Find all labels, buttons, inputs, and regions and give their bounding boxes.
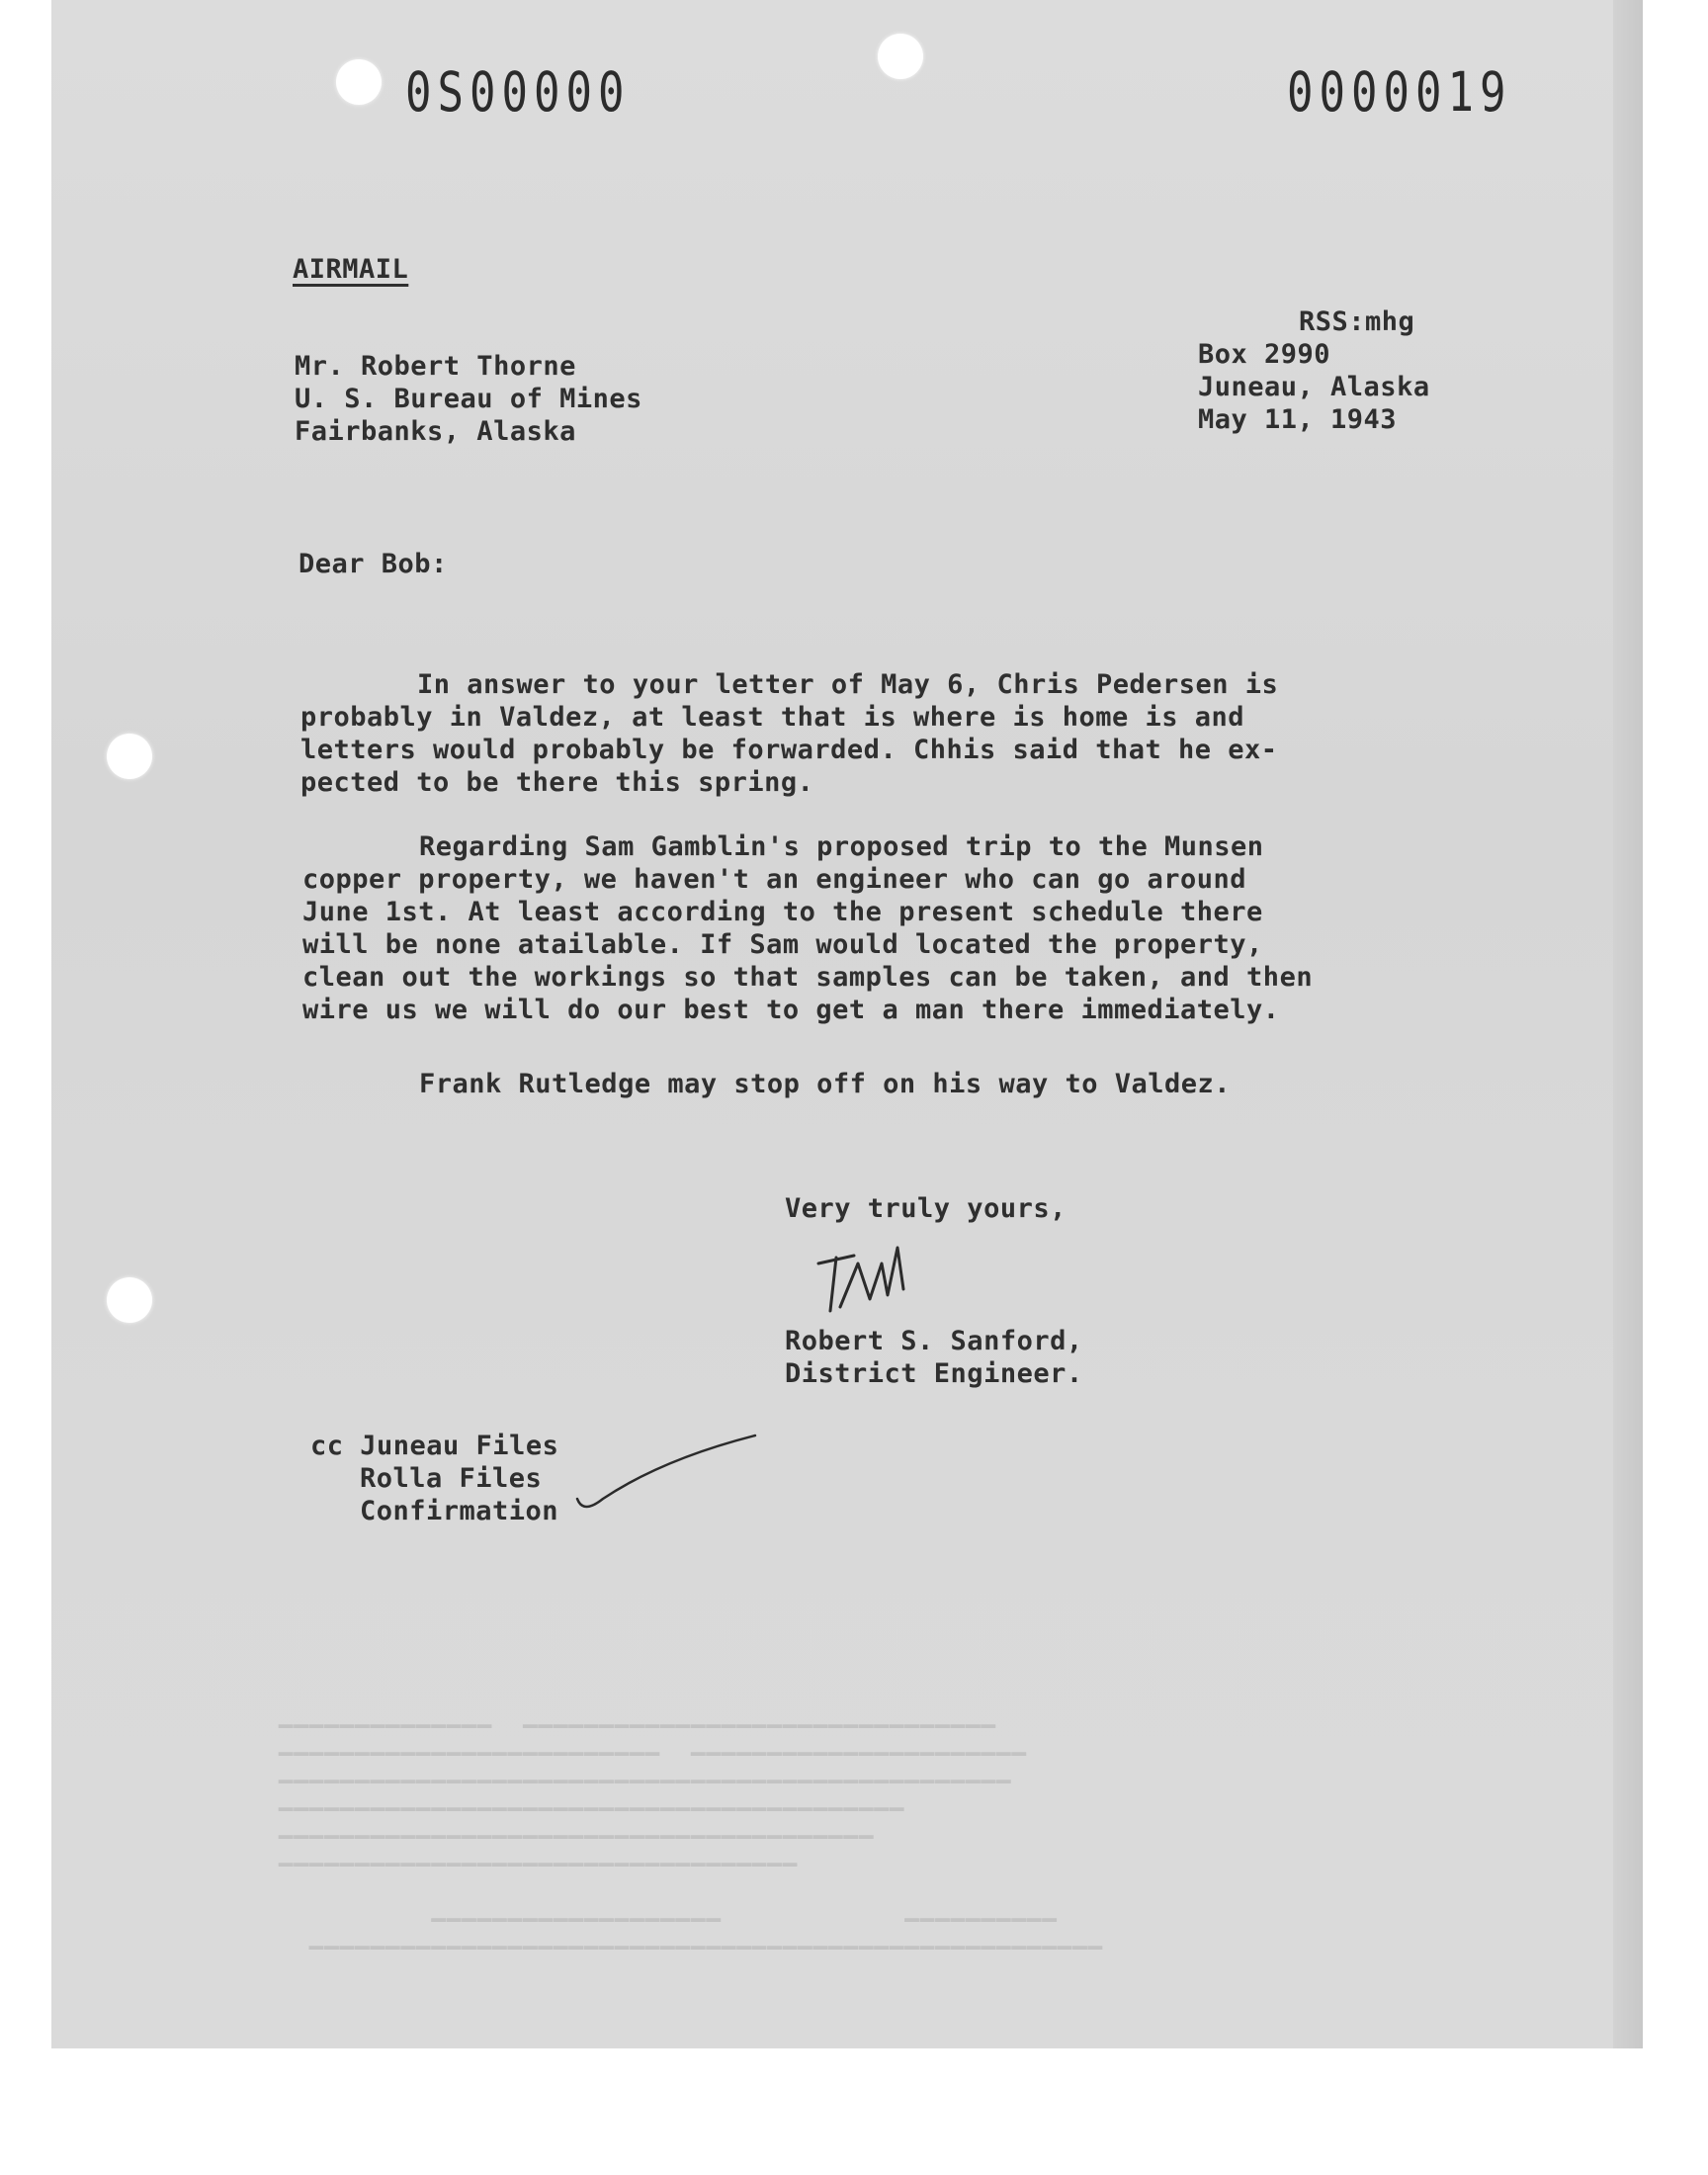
paragraph-1-line: letters would probably be forwarded. Chhis said that he ex-	[300, 735, 1278, 765]
punch-hole-left-lower	[107, 1277, 152, 1323]
check-mark	[573, 1430, 761, 1519]
body-paragraph-2	[302, 830, 1313, 1026]
paragraph-2-line: Regarding Sam Gamblin's proposed trip to the Munsen	[419, 831, 1264, 862]
scanned-letter-page	[51, 0, 1643, 2048]
punch-hole-left-middle	[107, 734, 152, 779]
cc-line: Confirmation	[360, 1496, 559, 1526]
paragraph-2-line: wire us we will do our best to get a man there immediately.	[302, 995, 1280, 1025]
sender-box: Box 2990	[1198, 339, 1331, 370]
reference-initials: RSS:mhg	[1299, 306, 1415, 337]
complimentary-close: Very truly yours,	[785, 1193, 1067, 1224]
body-paragraph-1	[300, 668, 1278, 799]
bates-number-left: 0S00000	[405, 61, 631, 125]
signer-block	[785, 1325, 1083, 1390]
paragraph-1-line: In answer to your letter of May 6, Chris Pedersen is	[417, 669, 1279, 700]
paragraph-1-line: pected to be there this spring.	[300, 767, 814, 798]
salutation: Dear Bob:	[299, 549, 448, 579]
cc-line: cc Juneau Files	[310, 1431, 559, 1461]
signer-title: District Engineer.	[785, 1358, 1083, 1389]
sender-city: Juneau, Alaska	[1198, 372, 1430, 402]
carbon-copy-list	[310, 1430, 558, 1527]
body-paragraph-3: Frank Rutledge may stop off on his way to Valdez.	[419, 1069, 1232, 1099]
bleed-through-texture: ▁▁▁▁▁▁▁▁▁▁▁▁▁▁ ▁▁▁▁▁▁▁▁▁▁▁▁▁▁▁▁▁▁▁▁▁▁▁▁▁▁▁▁▁▁▁ ▁▁▁▁▁▁▁▁▁▁▁▁▁▁▁▁▁▁▁▁▁▁▁▁▁ ▁▁▁▁▁▁▁▁▁▁▁▁▁▁▁▁▁▁▁▁▁▁ ▁▁▁▁▁▁▁▁▁▁▁▁▁▁▁▁▁▁▁▁▁▁▁▁▁▁▁▁▁▁▁▁▁▁▁▁▁▁▁▁▁▁▁▁▁▁▁▁ ▁▁▁▁▁▁▁▁▁▁▁▁▁▁▁▁▁▁▁▁▁▁▁▁▁▁▁▁▁▁▁▁▁▁▁▁▁▁▁▁▁ ▁▁▁▁▁▁▁▁▁▁▁▁▁▁▁▁▁▁▁▁▁▁▁▁▁▁▁▁▁▁▁▁▁▁▁▁▁▁▁ ▁▁▁▁▁▁▁▁▁▁▁▁▁▁▁▁▁▁▁▁▁▁▁▁▁▁▁▁▁▁▁▁▁▁ ▁▁▁▁▁▁▁▁▁▁▁▁▁▁▁▁▁▁▁ ▁▁▁▁▁▁▁▁▁▁ ▁▁▁▁▁▁▁▁▁▁▁▁▁▁▁▁▁▁▁▁▁▁▁▁▁▁▁▁▁▁▁▁▁▁▁▁▁▁▁▁▁▁▁▁▁▁▁▁▁▁▁▁	[279, 1700, 1104, 1950]
recipient-address-block	[295, 350, 642, 448]
bates-number-right: 0000019	[1287, 61, 1512, 125]
page-edge-shadow	[1613, 0, 1643, 2048]
recipient-city: Fairbanks, Alaska	[295, 416, 576, 447]
letter-date: May 11, 1943	[1198, 404, 1398, 435]
handwritten-signature	[811, 1234, 949, 1323]
paragraph-2-line: will be none atailable. If Sam would located the property,	[302, 929, 1263, 960]
punch-hole-top-center	[878, 34, 923, 79]
paragraph-1-line: probably in Valdez, at least that is where is home is and	[300, 702, 1245, 733]
paragraph-2-line: copper property, we haven't an engineer who can go around	[302, 864, 1247, 895]
recipient-name: Mr. Robert Thorne	[295, 351, 576, 382]
punch-hole-top-left	[336, 59, 382, 105]
signer-name: Robert S. Sanford,	[785, 1326, 1083, 1356]
cc-line: Rolla Files	[360, 1463, 543, 1494]
paragraph-2-line: clean out the workings so that samples can be taken, and then	[302, 962, 1314, 993]
recipient-organization: U. S. Bureau of Mines	[295, 384, 642, 414]
scan-bottom-margin	[0, 2048, 1708, 2175]
sender-address-block	[1198, 338, 1430, 436]
paragraph-2-line: June 1st. At least according to the present schedule there	[302, 897, 1263, 927]
airmail-label: AIRMAIL	[293, 254, 409, 285]
